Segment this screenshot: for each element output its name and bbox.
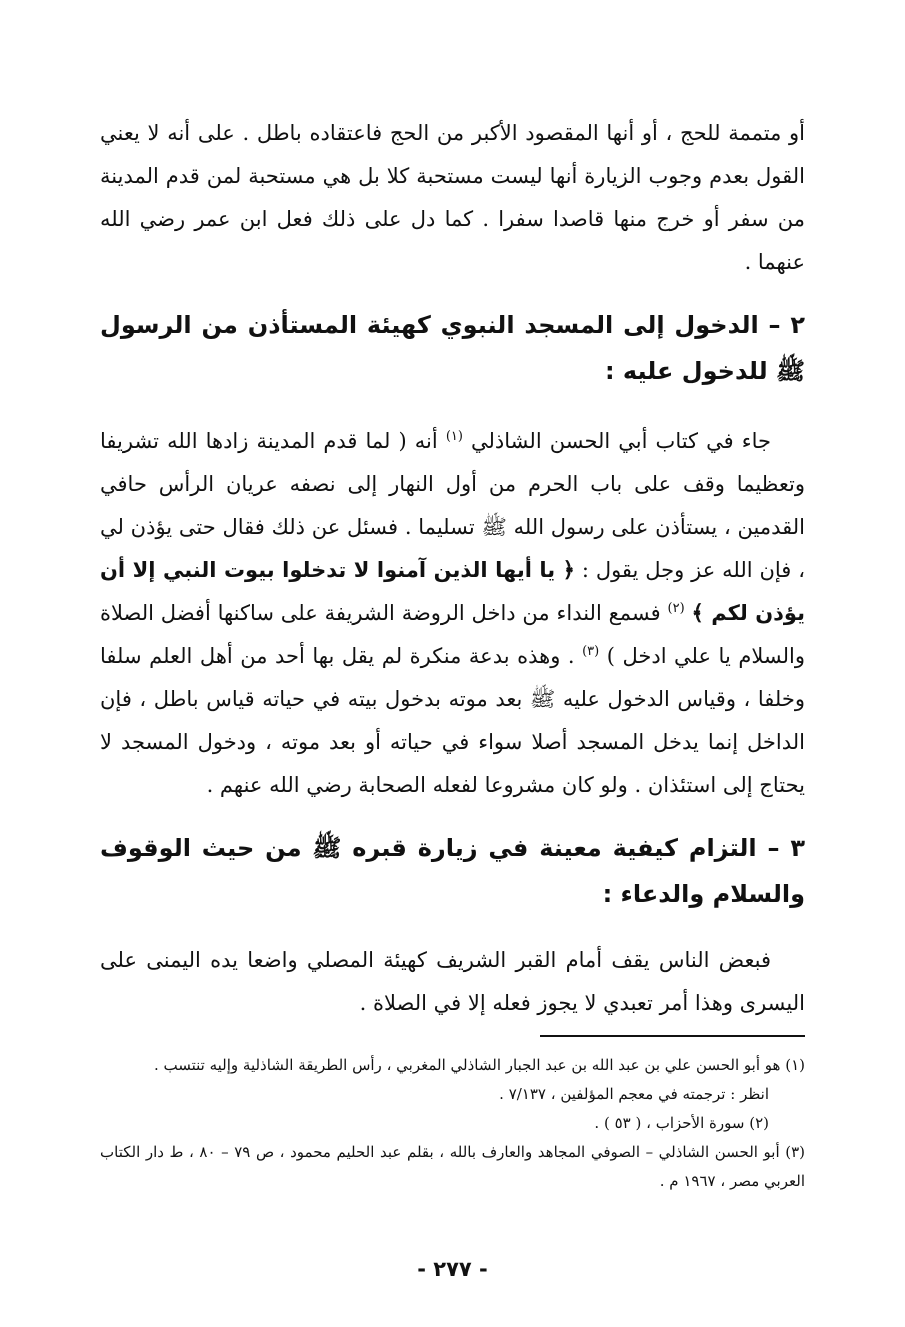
section-2-paragraph [100,420,805,807]
footnote-2: (٢) سورة الأحزاب ، ( ٥٣ ) . [594,1114,769,1132]
section-2-text-4: . وهذه بدعة منكرة لم يقل بها أحد من أهل العلم سلفا وخلفا ، وقياس الدخول عليه ﷺ بعد موته بدخول بيته في حياته قياس باطل ، فإن الداخل إنما يدخل المسجد أصلا سواء في حياته أو بعد موته ، ودخول المسجد لا يحتاج إلى استئذان . ولو كان مشروعا لفعله الصحابة رضي الله عنهم . [100,644,805,797]
section-3-paragraph: فبعض الناس يقف أمام القبر الشريف كهيئة المصلي واضعا يده اليمنى على اليسرى وهذا أمر تعبدي لا يجوز فعله إلا في الصلاة . [100,948,805,1015]
section-3-heading: ٣ – التزام كيفية معينة في زيارة قبره ﷺ من حيث الوقوف والسلام والدعاء : [100,834,805,908]
footnotes [100,1051,805,1196]
page-number: - ٢٧٧ - [417,1257,488,1281]
footnote-ref-1[interactable]: (١) [445,429,463,444]
section-2-heading: ٢ – الدخول إلى المسجد النبوي كهيئة المستأذن من الرسول ﷺ للدخول عليه : [100,311,805,385]
footnote-1: (١) هو أبو الحسن علي بن عبد الله بن عبد الجبار الشاذلي المغربي ، رأس الطريقة الشاذلية وإليه تنتسب . [153,1056,805,1074]
quran-verse: ﴿ يا أيها الذين آمنوا لا تدخلوا بيوت النبي إلا أن يؤذن لكم ﴾ [100,558,805,625]
page-content [100,112,805,1196]
footnote-ref-3[interactable]: (٣) [582,644,600,659]
intro-paragraph: أو متممة للحج ، أو أنها المقصود الأكبر من الحج فاعتقاده باطل . على أنه لا يعني القول بعدم وجوب الزيارة أنها ليست مستحبة كلا بل هي مستحبة لمن قدم المدينة من سفر أو خرج منها قاصدا سفرا . كما دل على ذلك فعل ابن عمر رضي الله عنهما . [100,121,805,274]
section-2-text-3: فسمع النداء من داخل الروضة الشريفة على ساكنها أفضل الصلاة والسلام يا علي ادخل ) [100,601,805,668]
section-2-text-2: أنه ( لما قدم المدينة زادها الله تشريفا وتعظيما وقف على باب الحرم من أول النهار إلى نصفه عريان الرأس حافي القدمين ، يستأذن على رسول الله ﷺ تسليما . فسئل عن ذلك فقال حتى يؤذن لي ، فإن الله عز وجل يقول : [100,429,805,582]
footnote-3: (٣) أبو الحسن الشاذلي – الصوفي المجاهد والعارف بالله ، بقلم عبد الحليم محمود ، ص ٧٩ – ٨٠ ، ط دار الكتاب العربي مصر ، ١٩٦٧ م . [100,1143,805,1190]
section-2-text-1: جاء في كتاب أبي الحسن الشاذلي [471,429,771,453]
footnote-divider [540,1035,805,1037]
footnote-1-reference: انظر : ترجمته في معجم المؤلفين ، ٧/١٣٧ . [499,1085,769,1103]
footnote-ref-2[interactable]: (٢) [667,601,685,616]
